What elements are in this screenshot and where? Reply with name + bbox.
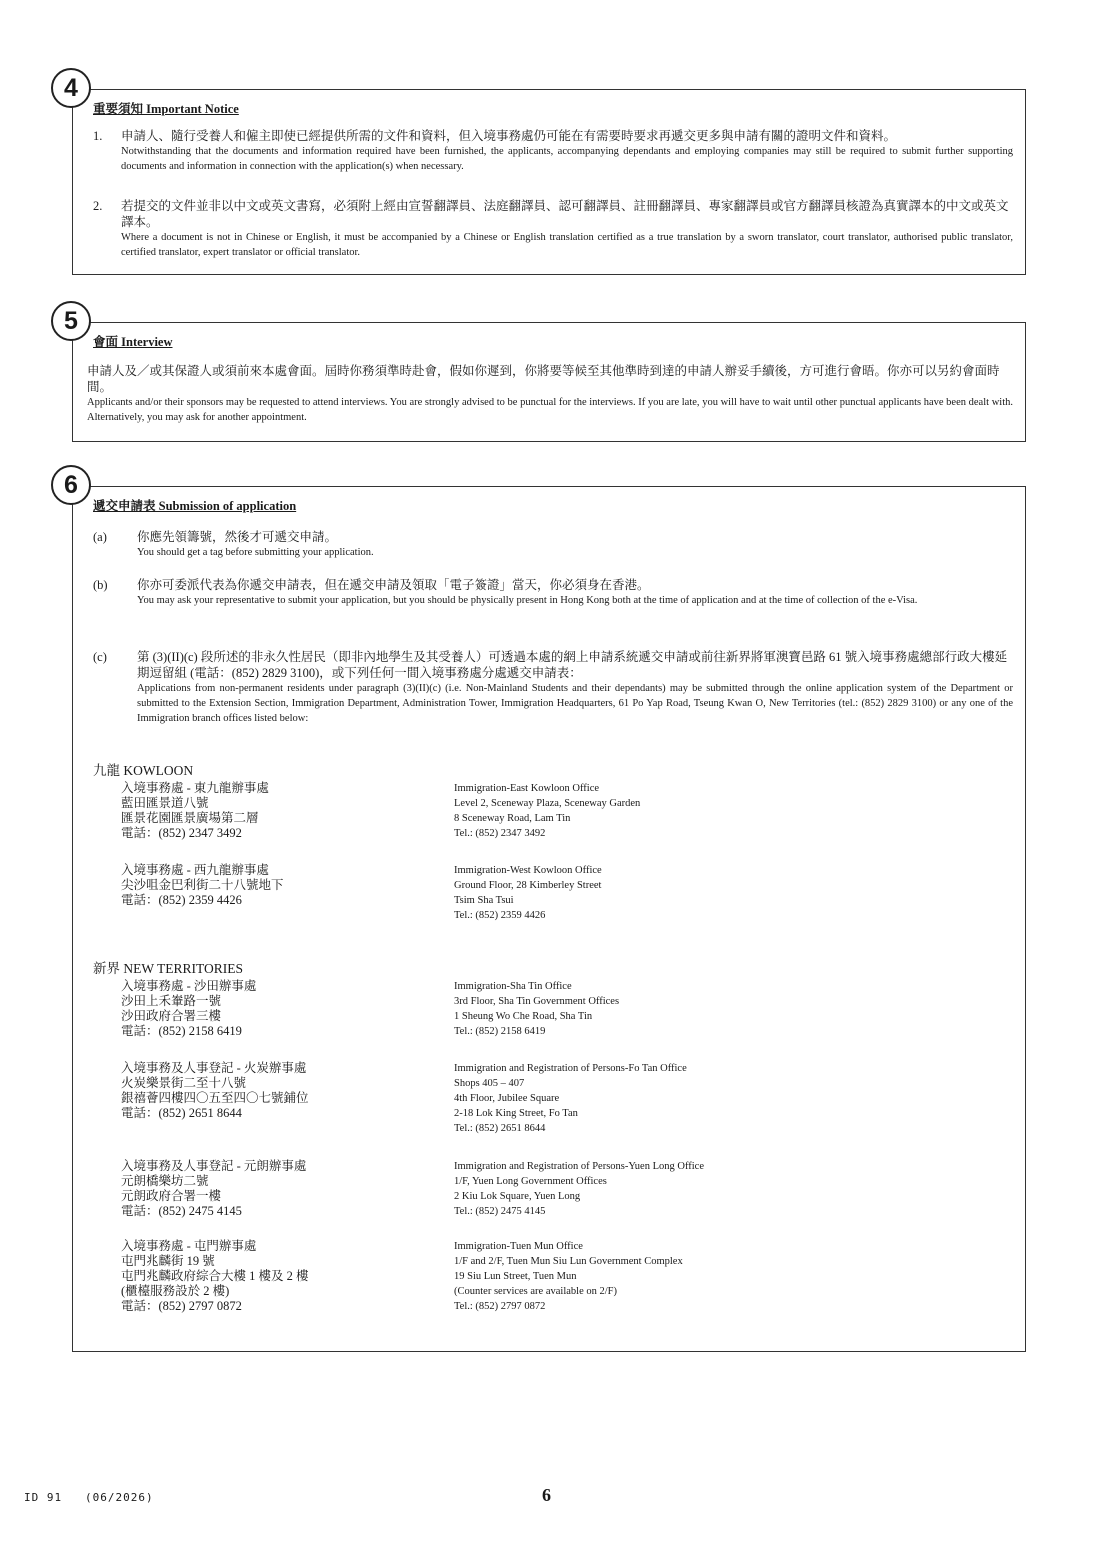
item-text-en: Applications from non-permanent residents under paragraph (3)(II)(c) (i.e. Non-Mainland Students and their dependants) may be submitted through the online application system of the Department or submitted to the Extension Section, Immigration Department, Administration Tower, Immigration Headquarters, 61 Po Yap Road, Tseung Kwan O, New Territories (tel.: (852) 2829 3100) or any one of the Immigration branch offices listed below:	[137, 683, 1013, 724]
office-address-en	[454, 1239, 974, 1314]
item-text-en: You should get a tag before submitting your application.	[137, 547, 374, 558]
office-line-en: 19 Siu Lun Street, Tuen Mun	[454, 1271, 577, 1282]
office-line-en: Tsim Sha Tsui	[454, 895, 514, 906]
page-number: 6	[542, 1485, 551, 1505]
office-name-zh: 入境事務處 - 東九龍辦事處	[121, 781, 269, 795]
office-name-en: Immigration-East Kowloon Office	[454, 783, 600, 794]
office-address-zh	[121, 863, 441, 908]
section-interview	[64, 307, 1026, 442]
submission-item-a	[93, 529, 1013, 560]
region-heading-new-territories: 新界 NEW TERRITORIES	[93, 961, 244, 976]
item-label: (a)	[93, 530, 107, 544]
office-line-zh: 尖沙咀金巴利街二十八號地下	[121, 878, 284, 892]
form-id-code: ID 91 (06/2026)	[24, 1491, 154, 1504]
office-line-en: 4th Floor, Jubilee Square	[454, 1093, 560, 1104]
region-heading-kowloon: 九龍 KOWLOON	[93, 763, 194, 778]
office-phone-zh: 電話：(852) 2651 8644	[121, 1106, 242, 1120]
submission-item-b	[93, 577, 1013, 608]
item-label: 1.	[93, 129, 103, 143]
office-phone-en: Tel.: (852) 2475 4145	[454, 1206, 546, 1217]
office-line-en: 2 Kiu Lok Square, Yuen Long	[454, 1191, 581, 1202]
office-phone-en: Tel.: (852) 2158 6419	[454, 1026, 546, 1037]
interview-text-en: Applicants and/or their sponsors may be requested to attend interviews. You are strongly advised to be punctual for the interviews. If you are late, you will have to wait until other punctual applicants have been dealt with. Alternatively, you may ask for another appointment.	[87, 397, 1013, 423]
office-address-en	[454, 781, 974, 841]
item-text-zh: 申請人、隨行受養人和僱主即使已經提供所需的文件和資料，但入境事務處仍可能在有需要時要求再遞交更多與申請有關的證明文件和資料。	[121, 129, 897, 143]
office-phone-en: Tel.: (852) 2797 0872	[454, 1301, 546, 1312]
office-line-en: (Counter services are available on 2/F)	[454, 1286, 617, 1297]
item-text-en: Where a document is not in Chinese or English, it must be accompanied by a Chinese or English translation certified as a true translation by a sworn translator, court translator, authorised public translator, certified translator, expert translator or official translator.	[121, 232, 1013, 258]
section-title: 重要須知 Important Notice	[93, 102, 239, 116]
office-phone-en: Tel.: (852) 2347 3492	[454, 828, 546, 839]
office-phone-zh: 電話：(852) 2347 3492	[121, 826, 242, 840]
office-address-zh	[121, 1239, 441, 1314]
item-label: 2.	[93, 199, 103, 213]
office-name-en: Immigration-Sha Tin Office	[454, 981, 572, 992]
office-name-en: Immigration-Tuen Mun Office	[454, 1241, 583, 1252]
office-line-en: 8 Sceneway Road, Lam Tin	[454, 813, 571, 824]
office-line-zh: 銀禧薈四樓四〇五至四〇七號鋪位	[121, 1091, 309, 1105]
office-address-zh	[121, 781, 441, 841]
office-line-en: 1/F, Yuen Long Government Offices	[454, 1176, 607, 1187]
office-line-zh: 屯門兆麟政府綜合大樓 1 樓及 2 樓	[121, 1269, 309, 1283]
interview-text-zh: 申請人及／或其保證人或須前來本處會面。屆時你務須準時赴會，假如你遲到，你將要等候至其他準時到達的申請人辦妥手續後，方可進行會晤。你亦可以另約會面時間。	[87, 364, 1000, 394]
section-number-badge: 6	[51, 465, 91, 505]
item-text-zh: 若提交的文件並非以中文或英文書寫，必須附上經由宣誓翻譯員、法庭翻譯員、認可翻譯員、註冊翻譯員、專家翻譯員或官方翻譯員核證為真實譯本的中文或英文譯本。	[121, 199, 1009, 229]
office-phone-en: Tel.: (852) 2651 8644	[454, 1123, 546, 1134]
item-text-en: You may ask your representative to submit your application, but you should be physically present in Hong Kong both at the time of application and at the time of collection of the e-Visa.	[137, 595, 918, 606]
section-number-badge: 4	[51, 68, 91, 108]
item-label: (c)	[93, 650, 107, 664]
office-line-en: 1 Sheung Wo Che Road, Sha Tin	[454, 1011, 593, 1022]
office-phone-zh: 電話：(852) 2158 6419	[121, 1024, 242, 1038]
office-phone-zh: 電話：(852) 2475 4145	[121, 1204, 242, 1218]
office-phone-zh: 電話：(852) 2359 4426	[121, 893, 242, 907]
office-address-zh	[121, 1159, 441, 1219]
office-name-zh: 入境事務處 - 沙田辦事處	[121, 979, 257, 993]
office-address-en	[454, 1159, 974, 1219]
item-text-zh: 第 (3)(II)(c) 段所述的非永久性居民（即非內地學生及其受養人）可透過本處的網上申請系統遞交申請或前往新界將軍澳寶邑路 61 號入境事務處總部行政大樓延期逗留組 (電話：(852) 2829 3100)，或下列任何一間入境事務處分處遞交申請表：	[137, 650, 1008, 680]
office-line-en: 3rd Floor, Sha Tin Government Offices	[454, 996, 620, 1007]
section-number-badge: 5	[51, 301, 91, 341]
office-address-zh	[121, 1061, 441, 1121]
office-name-zh: 入境事務及人事登記 - 火炭辦事處	[121, 1061, 307, 1075]
submission-item-c	[93, 649, 1013, 726]
office-line-zh: 沙田政府合署三樓	[121, 1009, 222, 1023]
office-name-zh: 入境事務及人事登記 - 元朗辦事處	[121, 1159, 307, 1173]
section-title: 會面 Interview	[93, 335, 173, 349]
office-address-en	[454, 1061, 974, 1136]
office-name-zh: 入境事務處 - 屯門辦事處	[121, 1239, 257, 1253]
office-phone-en: Tel.: (852) 2359 4426	[454, 910, 546, 921]
office-line-zh: 匯景花園匯景廣場第二層	[121, 811, 259, 825]
notice-item-1	[93, 128, 1013, 174]
office-line-en: Level 2, Sceneway Plaza, Sceneway Garden	[454, 798, 641, 809]
notice-item-2	[93, 198, 1013, 260]
office-line-zh: 藍田匯景道八號	[121, 796, 209, 810]
office-address-en	[454, 863, 974, 923]
item-text-en: Notwithstanding that the documents and information required have been furnished, the applicants, accompanying dependants and employing companies may still be required to submit further supporting documents and information in connection with the application(s) when necessary.	[121, 146, 1013, 172]
office-name-en: Immigration and Registration of Persons-Yuen Long Office	[454, 1161, 705, 1172]
item-text-zh: 你應先領籌號，然後才可遞交申請。	[137, 530, 338, 544]
office-line-en: Ground Floor, 28 Kimberley Street	[454, 880, 602, 891]
office-line-zh: 屯門兆麟街 19 號	[121, 1254, 215, 1268]
section-important-notice	[64, 74, 1026, 275]
office-name-en: Immigration-West Kowloon Office	[454, 865, 602, 876]
office-line-zh: 元朗橋樂坊二號	[121, 1174, 209, 1188]
office-name-en: Immigration and Registration of Persons-Fo Tan Office	[454, 1063, 687, 1074]
office-line-en: 2-18 Lok King Street, Fo Tan	[454, 1108, 578, 1119]
office-address-en	[454, 979, 974, 1039]
item-text-zh: 你亦可委派代表為你遞交申請表，但在遞交申請及領取「電子簽證」當天，你必須身在香港。	[137, 578, 650, 592]
section-submission	[64, 471, 1026, 1352]
office-line-en: Shops 405 – 407	[454, 1078, 525, 1089]
section-title: 遞交申請表 Submission of application	[93, 499, 297, 513]
office-address-zh	[121, 979, 441, 1039]
office-line-zh: (櫃檯服務設於 2 樓)	[121, 1284, 230, 1298]
interview-text	[87, 363, 1013, 425]
office-phone-zh: 電話：(852) 2797 0872	[121, 1299, 242, 1313]
office-line-zh: 沙田上禾輋路一號	[121, 994, 222, 1008]
office-line-zh: 火炭樂景街二至十八號	[121, 1076, 247, 1090]
office-line-en: 1/F and 2/F, Tuen Mun Siu Lun Government Complex	[454, 1256, 683, 1267]
item-label: (b)	[93, 578, 108, 592]
office-line-zh: 元朗政府合署一樓	[121, 1189, 222, 1203]
office-name-zh: 入境事務處 - 西九龍辦事處	[121, 863, 269, 877]
